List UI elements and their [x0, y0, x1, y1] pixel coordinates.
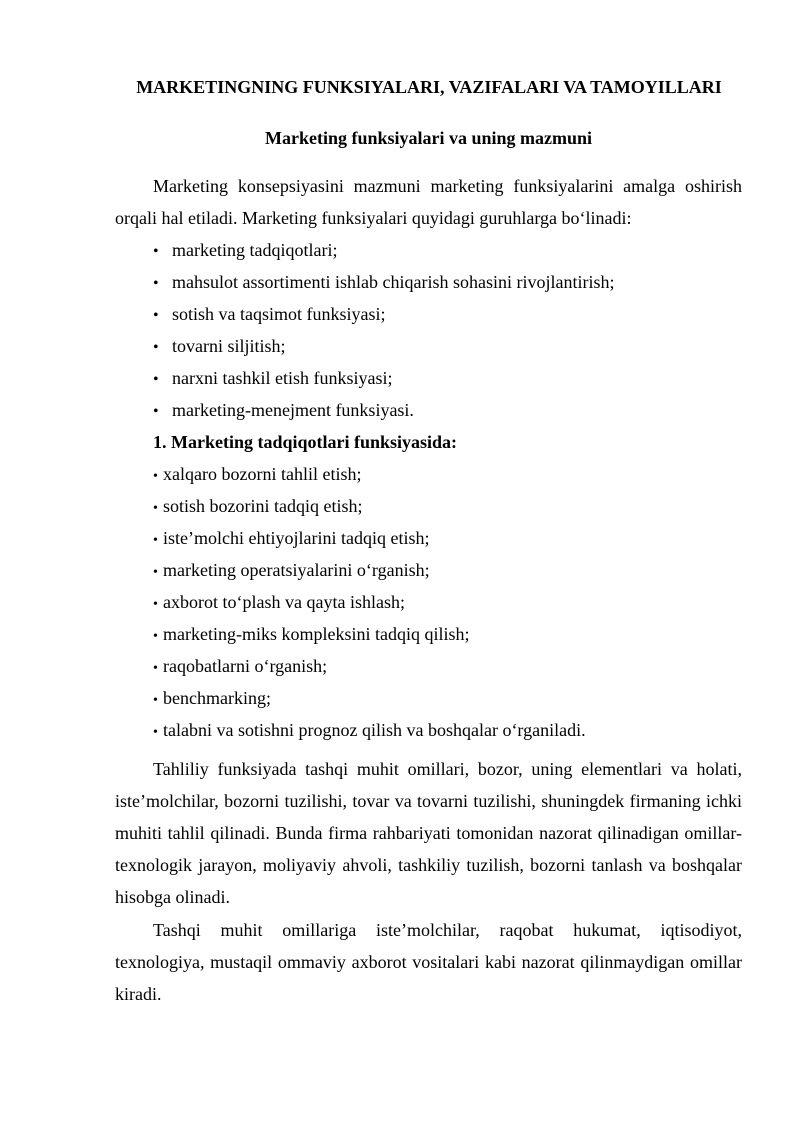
- list-item: [153, 650, 586, 682]
- bullet-icon: •: [153, 533, 158, 548]
- document-title: MARKETINGNING FUNKSIYALARI, VAZIFALARI VA TAMOYILLARI: [136, 77, 722, 97]
- intro-paragraph: Marketing konsepsiyasini mazmuni marketing funksiyalarini amalga oshirish orqali hal etiladi. Marketing funksiyalari quyidagi guruhlarga bo‘linadi:: [115, 176, 742, 228]
- list-item: [153, 586, 586, 618]
- section-subtitle: Marketing funksiyalari va uning mazmuni: [264, 128, 593, 148]
- bullet-icon: •: [153, 629, 158, 644]
- bullet-icon: •: [153, 307, 159, 324]
- list-item: [153, 490, 586, 522]
- list-item: [153, 618, 586, 650]
- bullet-icon: •: [153, 275, 159, 292]
- list-item-text: marketing operatsiyalarini o‘rganish;: [163, 560, 430, 580]
- bullet-icon: •: [153, 339, 159, 356]
- bullet-icon: •: [153, 371, 159, 388]
- research-section-heading: 1. Marketing tadqiqotlari funksiyasida:: [153, 432, 458, 452]
- list-item: [153, 522, 586, 554]
- list-item-text: mahsulot assortimenti ishlab chiqarish sohasini rivojlantirish;: [172, 272, 615, 292]
- bullet-icon: •: [153, 661, 158, 676]
- list-item: [153, 682, 586, 714]
- bullet-icon: •: [153, 403, 159, 420]
- list-item-text: benchmarking;: [163, 688, 271, 708]
- list-item-text: tovarni siljitish;: [172, 336, 286, 356]
- list-item-text: sotish va taqsimot funksiyasi;: [172, 304, 386, 324]
- list-item-text: marketing-menejment funksiyasi.: [172, 400, 414, 420]
- list-item: [153, 458, 586, 490]
- list-item: [153, 298, 614, 330]
- bullet-icon: •: [153, 469, 158, 484]
- list-item: [153, 554, 586, 586]
- list-item: [153, 394, 614, 426]
- list-item-text: xalqaro bozorni tahlil etish;: [163, 464, 362, 484]
- list-item-text: axborot to‘plash va qayta ishlash;: [163, 592, 405, 612]
- list-item-text: raqobatlarni o‘rganish;: [163, 656, 328, 676]
- list-item-text: sotish bozorini tadqiq etish;: [163, 496, 363, 516]
- list-item: [153, 714, 586, 746]
- bullet-icon: •: [153, 597, 158, 612]
- list-item: [153, 234, 614, 266]
- list-item-text: marketing-miks kompleksini tadqiq qilish;: [163, 624, 470, 644]
- list-item-text: marketing tadqiqotlari;: [172, 240, 338, 260]
- list-item-text: iste’molchi ehtiyojlarini tadqiq etish;: [163, 528, 430, 548]
- bullet-icon: •: [153, 243, 159, 260]
- list-item-text: narxni tashkil etish funksiyasi;: [172, 368, 393, 388]
- bullet-icon: •: [153, 501, 158, 516]
- external-factors-paragraph: Tashqi muhit omillariga iste’molchilar, raqobat hukumat, iqtisodiyot, texnologiya, mustaqil ommaviy axborot vositalari kabi nazorat qilinmaydigan omillar kiradi.: [115, 920, 742, 1004]
- bullet-icon: •: [153, 693, 158, 708]
- list-item: [153, 330, 614, 362]
- list-item-text: talabni va sotishni prognoz qilish va boshqalar o‘rganiladi.: [163, 720, 586, 740]
- list-item: [153, 362, 614, 394]
- bullet-icon: •: [153, 565, 158, 580]
- list-item: [153, 266, 614, 298]
- bullet-icon: •: [153, 725, 158, 740]
- analysis-paragraph: Tahliliy funksiyada tashqi muhit omillari, bozor, uning elementlari va holati, iste’molchilar, bozorni tuzilishi, tovar va tovarni tuzilishi, shuningdek firmaning ichki muhiti tahlil qilinadi. Bunda firma rahbariyati tomonidan nazorat qilinadigan omillar- texnologik jarayon, moliyaviy ahvoli, tashkiliy tuzilish, bozorni tanlash va boshqalar hisobga olinadi.: [115, 759, 742, 907]
- research-items-list: [153, 458, 586, 746]
- function-groups-list: [153, 234, 614, 426]
